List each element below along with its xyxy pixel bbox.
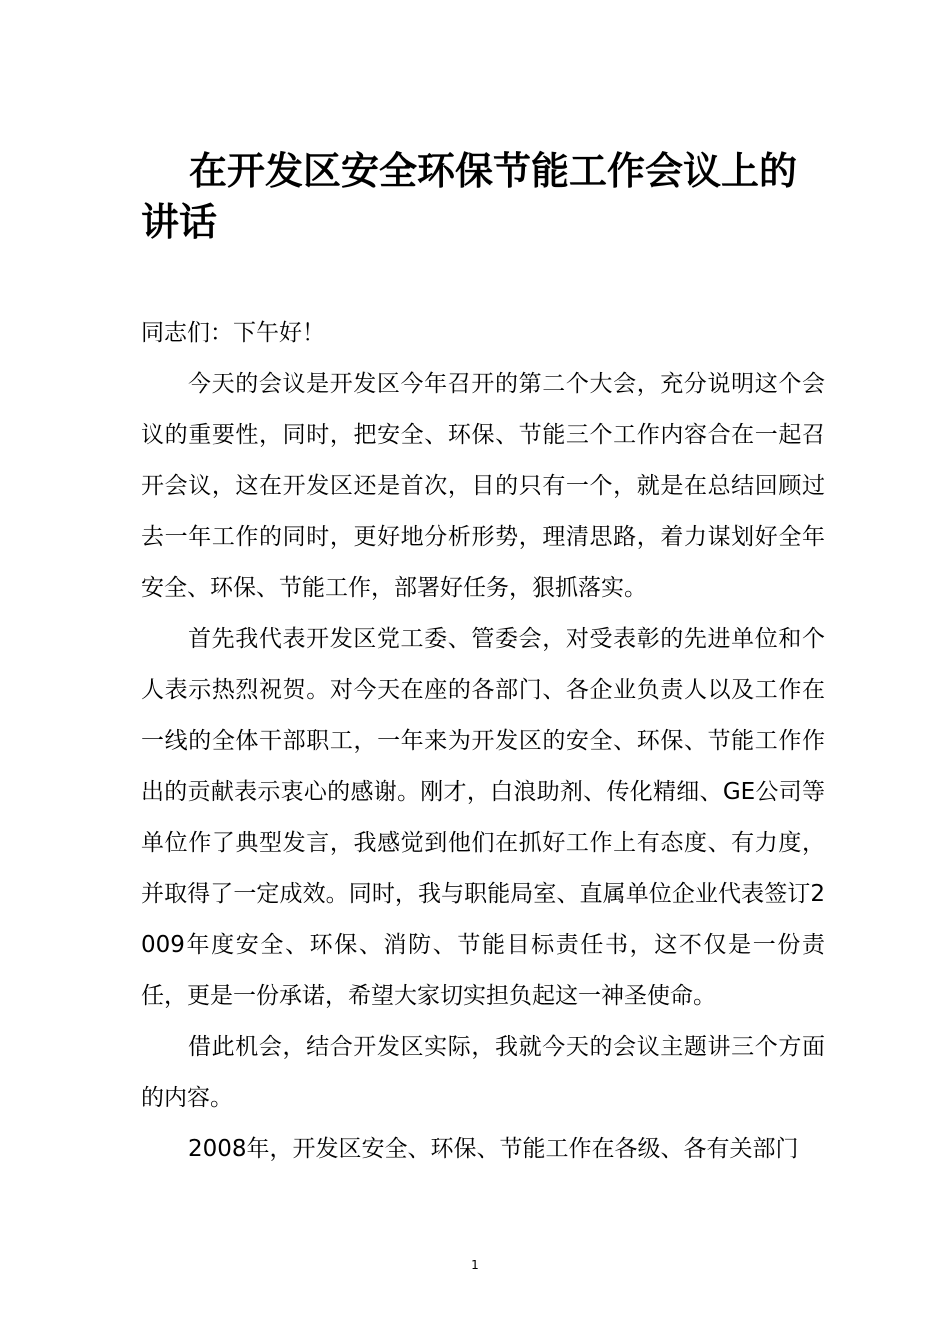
paragraph-2: 首先我代表开发区党工委、管委会，对受表彰的先进单位和个人表示热烈祝贺。对今天在座的各部门、各企业负责人以及工作在一线的全体干部职工，一年来为开发区的安全、环保、节能工作作出的贡献表示衷心的感谢。刚才，白浪助剂、传化精细、GE公司等单位作了典型发言，我感觉到他们在抓好工作上有态度、有力度，并取得了一定成效。同时，我与职能局室、直属单位企业代表签订2009年度安全、环保、消防、节能目标责任书，这不仅是一份责任，更是一份承诺，希望大家切实担负起这一神圣使命。: [141, 626, 825, 1009]
document-title: 在开发区安全环保节能工作会议上的讲话: [141, 149, 798, 244]
greeting: 同志们：下午好！: [141, 320, 325, 346]
page-number: 1: [471, 1258, 479, 1272]
document-body: [141, 308, 825, 1175]
paragraph-3: 借此机会，结合开发区实际，我就今天的会议主题讲三个方面的内容。: [141, 1034, 825, 1111]
paragraph-1: 今天的会议是开发区今年召开的第二个大会，充分说明这个会议的重要性，同时，把安全、环保、节能三个工作内容合在一起召开会议，这在开发区还是首次，目的只有一个，就是在总结回顾过去一年工作的同时，更好地分析形势，理清思路，着力谋划好全年安全、环保、节能工作，部署好任务，狠抓落实。: [141, 371, 825, 601]
paragraph-4: 2008年，开发区安全、环保、节能工作在各级、各有关部门: [188, 1136, 799, 1162]
